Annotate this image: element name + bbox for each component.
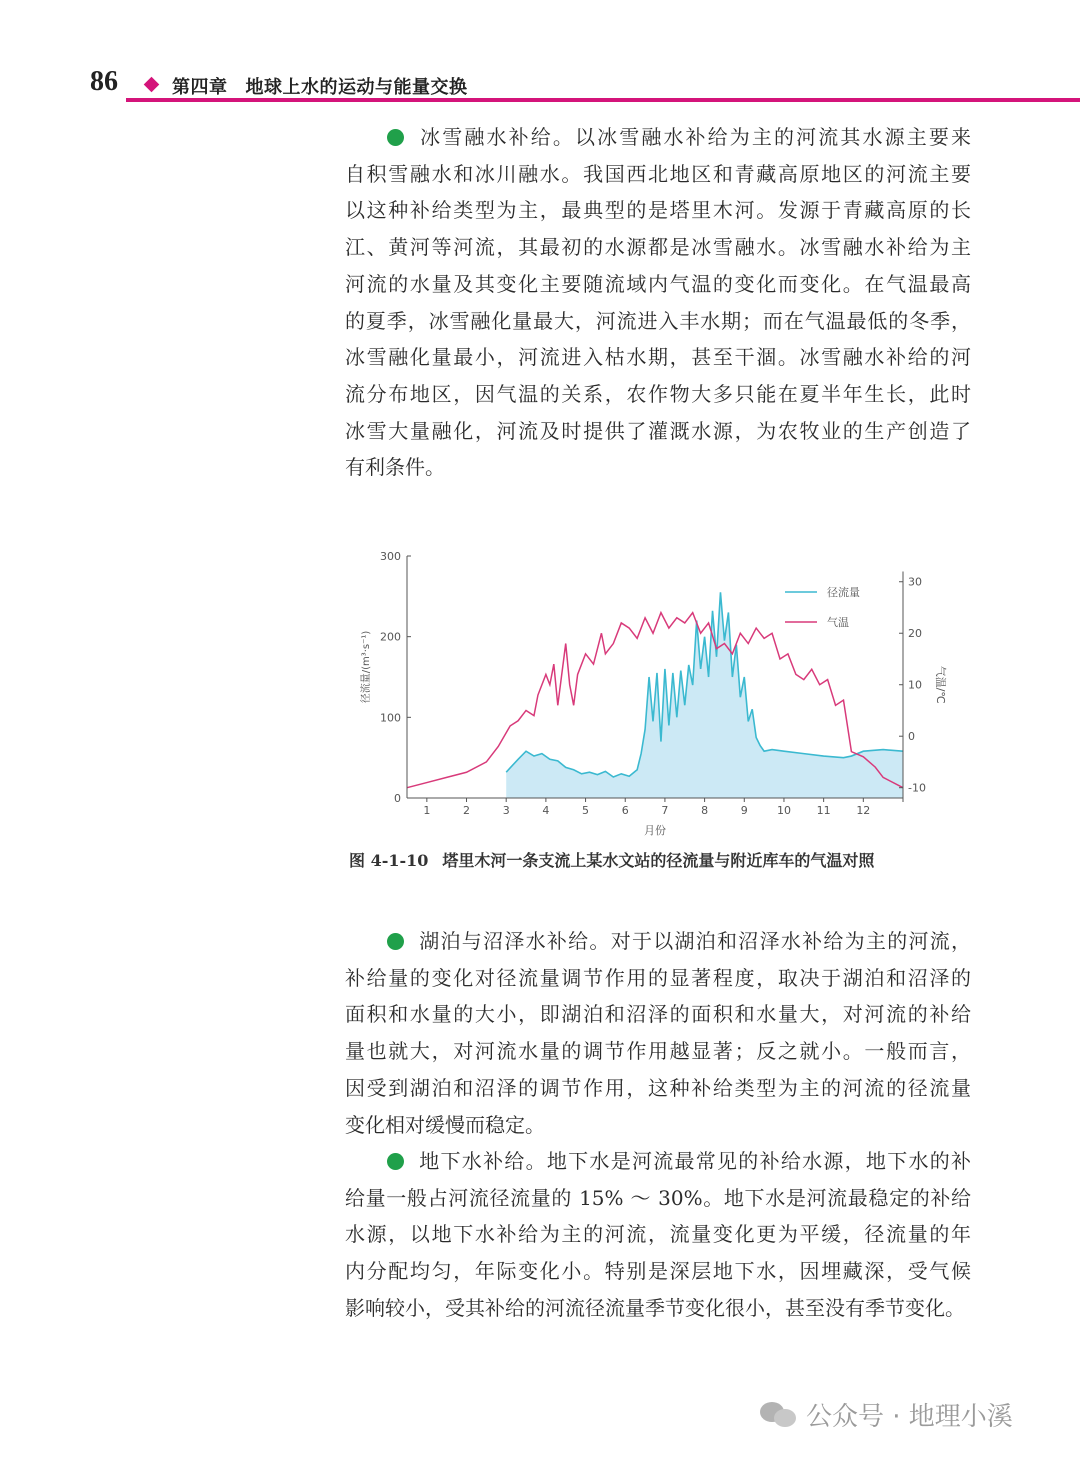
y-axis-label-left: 径流量/(m³·s⁻¹) [361, 630, 372, 704]
legend-label-discharge: 径流量 [827, 586, 860, 599]
watermark [760, 1396, 1013, 1433]
x-tick-label: 2 [463, 804, 471, 817]
paragraph-line: 水源，以地下水补给为主的河流，流量变化更为平缓，径流量的年 [345, 1222, 971, 1247]
y-right-tick-label: -10 [908, 781, 926, 795]
diamond-marker-icon [144, 77, 160, 93]
y-right-tick-label: 20 [908, 627, 922, 641]
paragraph-line: 冰雪大量融化，河流及时提供了灌溉水源，为农牧业的生产创造了 [345, 418, 971, 443]
paragraph-line: 江、黄河等河流，其最初的水源都是冰雪融水。冰雪融水补给为主 [345, 235, 971, 260]
page-number: 86 [90, 66, 118, 97]
figure-number: 图 4-1-10 [349, 851, 429, 870]
green-bullet-icon [387, 933, 404, 950]
x-axis-label: 月份 [644, 824, 666, 837]
y-right-tick-label: 30 [908, 575, 922, 589]
x-tick-label: 9 [740, 804, 748, 817]
paragraph-line: 冰雪融化量最小，河流进入枯水期，甚至干涸。冰雪融水补给的河 [345, 345, 971, 370]
x-tick-label: 11 [816, 804, 831, 817]
discharge-temperature-chart [355, 540, 955, 840]
paragraph-line: 影响较小，受其补给的河流径流量季节变化很小，甚至没有季节变化。 [345, 1295, 965, 1320]
header-rule [126, 98, 1080, 102]
x-tick-label: 10 [776, 804, 791, 817]
paragraph-line: 河流的水量及其变化主要随流域内气温的变化而变化。在气温最高 [345, 271, 971, 296]
paragraph-snowmelt [345, 119, 971, 486]
legend-label-temperature: 气温 [827, 616, 849, 629]
x-tick-label: 3 [502, 804, 510, 817]
watermark-text: 公众号 · 地理小溪 [806, 1402, 1013, 1432]
chapter-title: 地球上水的运动与能量交换 [245, 77, 468, 98]
chapter-label: 第四章 [172, 77, 228, 98]
x-tick-label: 1 [423, 804, 431, 817]
paragraph-line: 流分布地区，因气温的关系，农作物大多只能在夏半年生长，此时 [345, 381, 971, 406]
green-bullet-icon [387, 129, 404, 146]
paragraph-line: 因受到湖泊和沼泽的调节作用，这种补给类型为主的河流的径流量 [345, 1075, 971, 1100]
chapter-heading [172, 73, 468, 99]
paragraph-groundwater [345, 1143, 971, 1327]
paragraph-line: 地下水补给。地下水是河流最常见的补给水源，地下水的补 [345, 1143, 971, 1180]
x-tick-label: 7 [661, 804, 669, 817]
paragraph-line: 补给量的变化对径流量调节作用的显著程度，取决于湖泊和沼泽的 [345, 965, 971, 990]
x-tick-label: 5 [582, 804, 590, 817]
paragraph-line: 内分配均匀，年际变化小。特别是深层地下水，因埋藏深，受气候 [345, 1259, 971, 1284]
x-tick-label: 4 [542, 804, 550, 817]
paragraph-line: 给量一般占河流径流量的 15% ～ 30%。地下水是河流最稳定的补给 [345, 1185, 971, 1210]
paragraph-line: 以这种补给类型为主，最典型的是塔里木河。发源于青藏高原的长 [345, 198, 971, 223]
x-tick-label: 12 [856, 804, 871, 817]
paragraph-line: 面积和水量的大小，即湖泊和沼泽的面积和水量大，对河流的补给 [345, 1002, 971, 1027]
paragraph-line: 量也就大，对河流水量的调节作用越显著；反之就小。一般而言， [345, 1039, 971, 1064]
y-right-tick-label: 10 [908, 678, 922, 692]
paragraph-line: 的夏季，冰雪融化量最大，河流进入丰水期；而在气温最低的冬季， [345, 308, 971, 333]
y-axis-label-right: 气温/℃ [934, 665, 947, 704]
figure-caption-text: 塔里木河一条支流上某水文站的径流量与附近库车的气温对照 [442, 851, 875, 870]
x-tick-label: 6 [621, 804, 629, 817]
paragraph-line: 自积雪融水和冰川融水。我国西北地区和青藏高原地区的河流主要 [345, 161, 971, 186]
figure-caption [349, 848, 874, 871]
paragraph-line: 湖泊与沼泽水补给。对于以湖泊和沼泽水补给为主的河流， [345, 923, 971, 960]
green-bullet-icon [387, 1153, 404, 1170]
y-left-tick-label: 100 [380, 711, 401, 725]
wechat-icon [760, 1400, 798, 1430]
y-right-tick-label: 0 [908, 730, 915, 744]
paragraph-line: 变化相对缓慢而稳定。 [345, 1112, 545, 1137]
x-tick-label: 8 [701, 804, 709, 817]
y-left-tick-label: 200 [380, 630, 401, 644]
y-left-tick-label: 300 [380, 550, 401, 563]
y-left-tick-label: 0 [394, 792, 401, 805]
paragraph-line: 冰雪融水补给。以冰雪融水补给为主的河流其水源主要来 [345, 119, 971, 156]
paragraph-lake-swamp [345, 923, 971, 1143]
paragraph-line: 有利条件。 [345, 455, 445, 480]
page-header [0, 0, 1080, 110]
